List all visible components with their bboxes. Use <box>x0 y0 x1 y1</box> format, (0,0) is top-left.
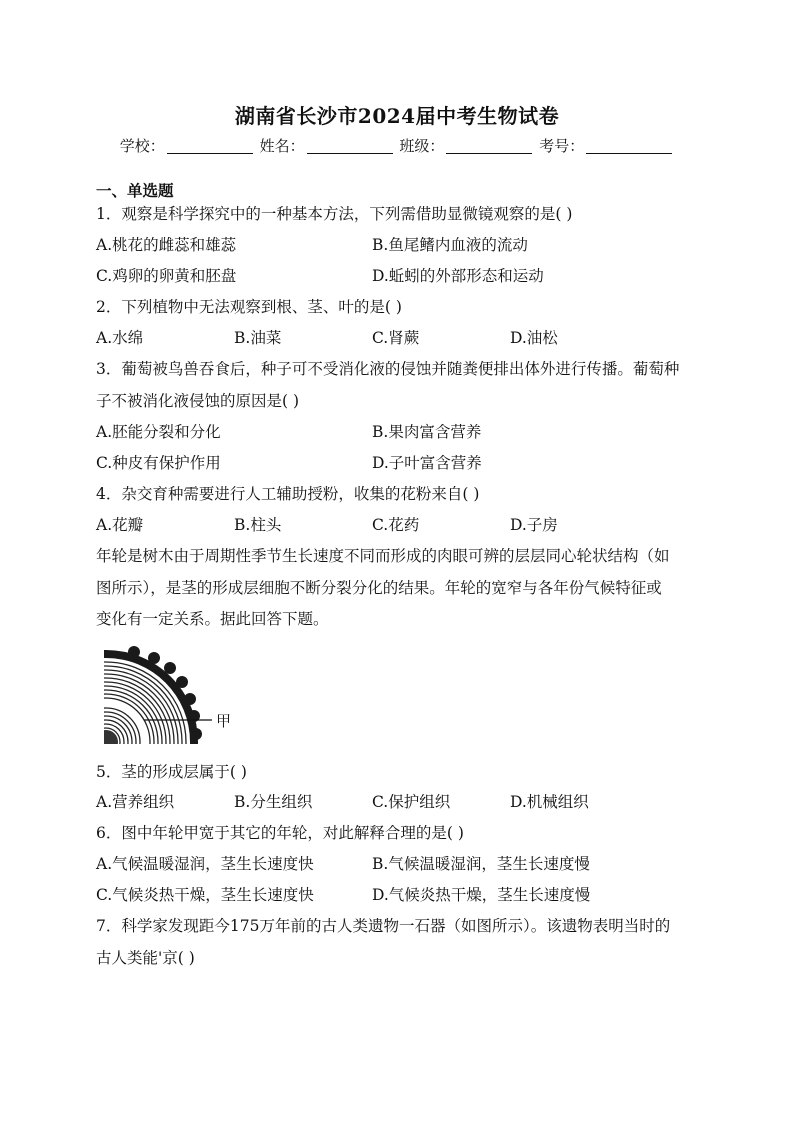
question-3-stem-line-2: 子不被消化液侵蚀的原因是( ) <box>96 392 300 410</box>
passage-line-3: 变化有一定关系。据此回答下题。 <box>96 610 329 628</box>
question-6-option-b[interactable]: B.气候温暖湿润，茎生长速度慢 <box>372 855 590 873</box>
question-4-option-a[interactable]: A.花瓣 <box>96 516 144 534</box>
student-info-line <box>0 135 794 156</box>
question-3-option-d[interactable]: D.子叶富含营养 <box>372 454 482 472</box>
question-3-option-b[interactable]: B.果肉富含营养 <box>372 423 482 441</box>
question-4-option-b[interactable]: B.柱头 <box>234 516 282 534</box>
question-5-stem: 5．茎的形成层属于( ) <box>96 763 247 781</box>
passage-line-2: 图所示），是茎的形成层细胞不断分裂分化的结果。年轮的宽窄与各年份气候特征或 <box>96 579 662 597</box>
question-3-option-c[interactable]: C.种皮有保护作用 <box>96 454 221 472</box>
question-2-option-d[interactable]: D.油松 <box>510 329 558 347</box>
exam-no-label: 考号： <box>539 137 585 155</box>
question-6-stem: 6．图中年轮甲宽于其它的年轮，对此解释合理的是( ) <box>96 824 464 842</box>
question-1-option-d[interactable]: D.蚯蚓的外部形态和运动 <box>372 267 544 285</box>
class-blank[interactable] <box>446 139 532 154</box>
exam-title: 湖南省长沙市2024届中考生物试卷 <box>234 104 560 128</box>
question-5-option-d[interactable]: D.机械组织 <box>510 793 589 811</box>
school-blank[interactable] <box>167 139 253 154</box>
exam-no-blank[interactable] <box>586 139 672 154</box>
name-blank[interactable] <box>307 139 393 154</box>
question-3-stem-line-1: 3．葡萄被鸟兽吞食后，种子可不受消化液的侵蚀并随粪便排出体外进行传播。葡萄种 <box>96 360 680 378</box>
section-heading: 一、单选题 <box>96 181 174 200</box>
name-label: 姓名： <box>259 137 305 155</box>
question-5-option-c[interactable]: C.保护组织 <box>372 793 451 811</box>
class-label: 班级： <box>399 137 445 155</box>
school-label: 学校： <box>119 137 165 155</box>
tree-rings-figure <box>104 644 244 744</box>
passage-line-1: 年轮是树木由于周期性季节生长速度不同而形成的肉眼可辨的层层同心轮状结构（如 <box>96 547 670 565</box>
question-4-option-d[interactable]: D.子房 <box>510 516 558 534</box>
question-1-option-b[interactable]: B.鱼尾鳍内血液的流动 <box>372 236 528 254</box>
question-1-stem: 1．观察是科学探究中的一种基本方法，下列需借助显微镜观察的是( ) <box>96 205 573 223</box>
question-6-option-c[interactable]: C.气候炎热干燥，茎生长速度快 <box>96 886 314 904</box>
question-2-option-b[interactable]: B.油菜 <box>234 329 282 347</box>
question-4-option-c[interactable]: C.花药 <box>372 516 420 534</box>
question-3-option-a[interactable]: A.胚能分裂和分化 <box>96 423 221 441</box>
question-2-stem: 2．下列植物中无法观察到根、茎、叶的是( ) <box>96 298 402 316</box>
question-2-option-c[interactable]: C.肾蕨 <box>372 329 420 347</box>
question-7-stem-line-2: 古人类能'京( ) <box>96 949 195 967</box>
question-6-option-a[interactable]: A.气候温暖湿润，茎生长速度快 <box>96 855 314 873</box>
question-7-stem-line-1: 7．科学家发现距今175万年前的古人类遗物一石器（如图所示）。该遗物表明当时的 <box>96 917 671 935</box>
question-4-stem: 4．杂交育种需要进行人工辅助授粉，收集的花粉来自( ) <box>96 485 480 503</box>
question-5-option-b[interactable]: B.分生组织 <box>234 793 313 811</box>
question-1-option-a[interactable]: A.桃花的雌蕊和雄蕊 <box>96 236 237 254</box>
question-1-option-c[interactable]: C.鸡卵的卵黄和胚盘 <box>96 267 237 285</box>
question-2-option-a[interactable]: A.水绵 <box>96 329 144 347</box>
question-6-option-d[interactable]: D.气候炎热干燥，茎生长速度慢 <box>372 886 591 904</box>
ring-label-jia: 甲 <box>216 712 232 730</box>
question-5-option-a[interactable]: A.营养组织 <box>96 793 175 811</box>
